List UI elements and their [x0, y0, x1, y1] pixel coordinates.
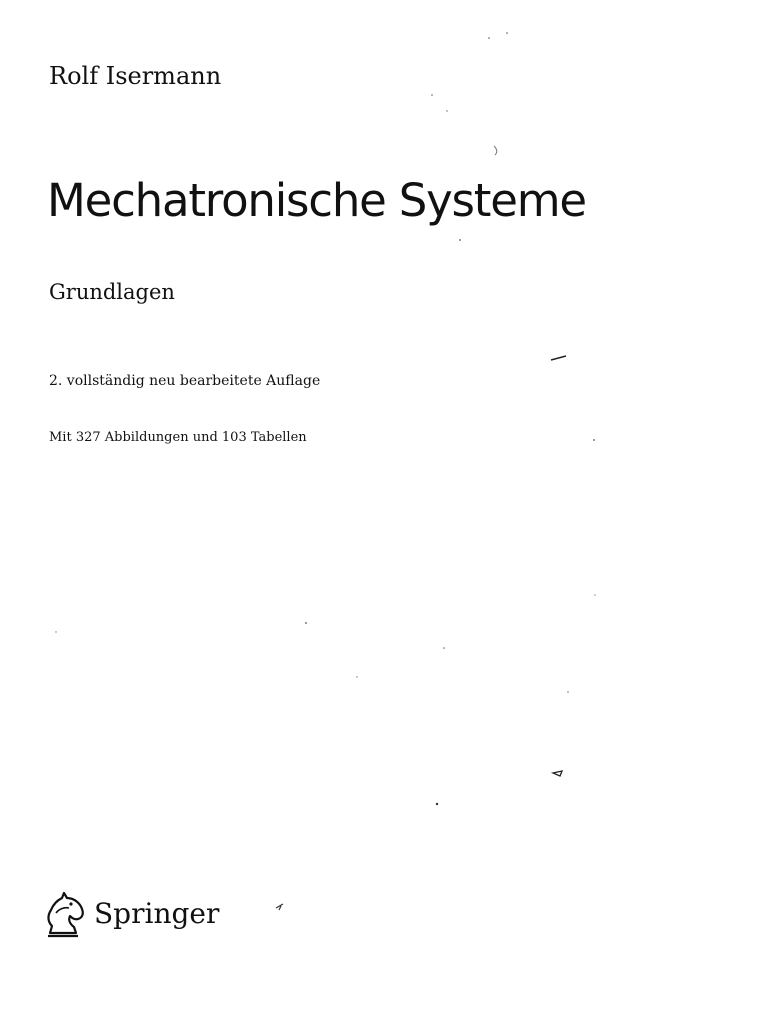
book-subtitle: Grundlagen — [49, 280, 175, 304]
illustrations-note: Mit 327 Abbildungen und 103 Tabellen — [49, 430, 307, 445]
author-name: Rolf Isermann — [49, 62, 222, 90]
publisher-name: Springer — [94, 897, 220, 930]
edition-note: 2. vollständig neu bearbeitete Auflage — [49, 373, 321, 389]
book-title: Mechatronische Systeme — [47, 174, 586, 227]
